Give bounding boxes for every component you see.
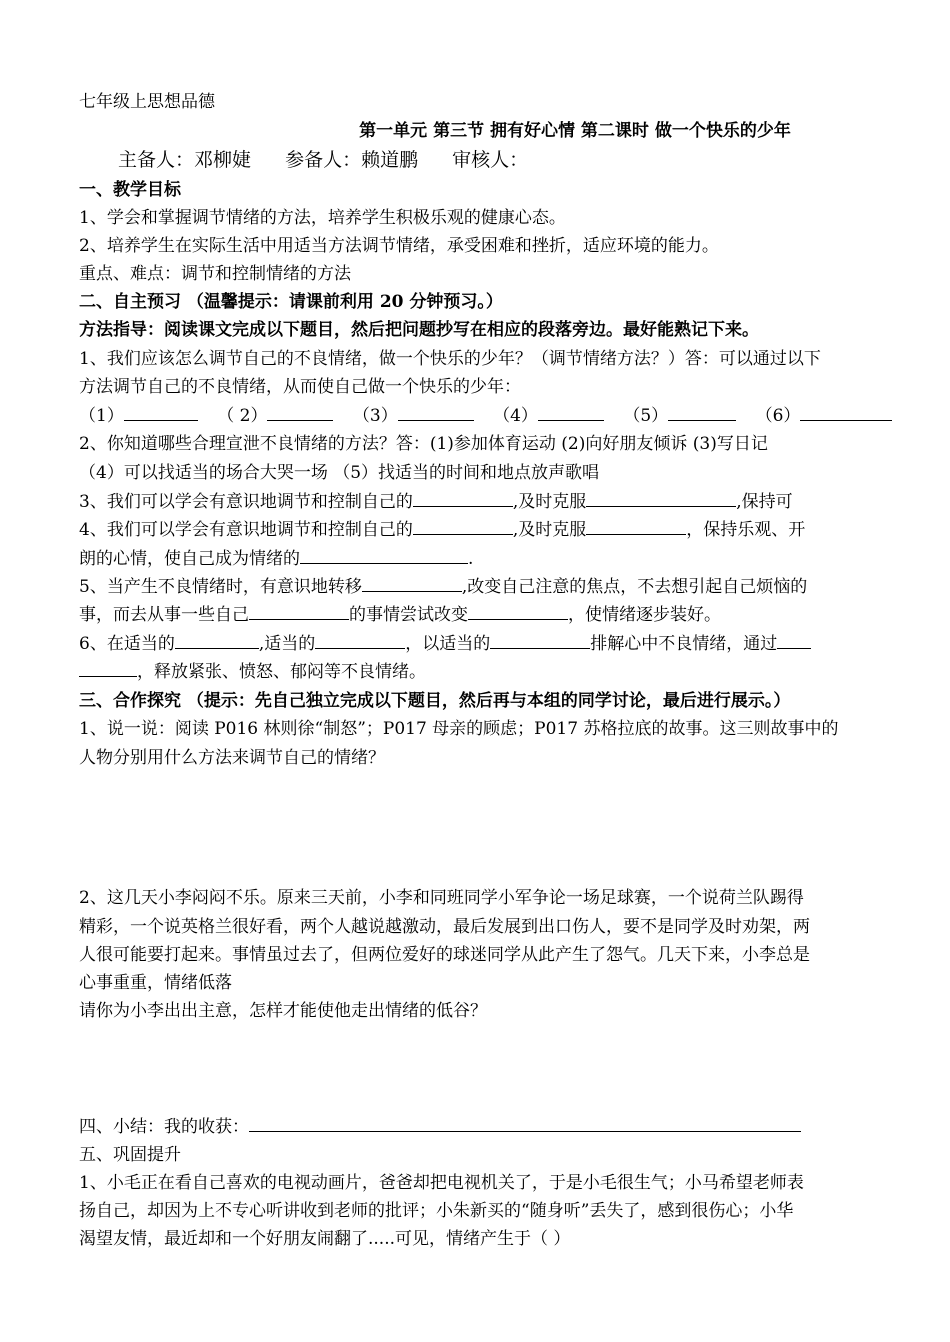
answer-blank[interactable] bbox=[586, 488, 736, 507]
answer-blank[interactable] bbox=[468, 601, 568, 620]
question-line: （4）可以找适当的场合大哭一场 （5）找适当的时间和地点放声歌唱 bbox=[79, 463, 600, 483]
question-line: 渴望友情，最近却和一个好朋友闹翻了.....可见，情绪产生于（ ） bbox=[79, 1229, 571, 1249]
option-item: （1） bbox=[79, 402, 198, 430]
answer-blank[interactable] bbox=[79, 658, 137, 677]
fill-question: ，释放紧张、愤怒、郁闷等不良情绪。 bbox=[79, 658, 890, 686]
fill-question: 事，而去从事一些自己 的事情尝试改变 ，使情绪逐步装好。 bbox=[79, 601, 890, 629]
summary-line: 四、小结：我的收获： bbox=[79, 1113, 890, 1141]
question-line: 方法调节自己的不良情绪，从而使自己做一个快乐的少年： bbox=[79, 377, 521, 397]
answer-blank[interactable] bbox=[800, 402, 892, 421]
section-heading: 一、教学目标 bbox=[79, 180, 181, 200]
answer-blank[interactable] bbox=[124, 402, 198, 421]
question-line: 心事重重，情绪低落 bbox=[79, 973, 232, 993]
option-item: （ 2） bbox=[217, 402, 333, 430]
fill-question: 朗的心情，使自己成为情绪的 . bbox=[79, 545, 890, 573]
goal-line: 1、学会和掌握调节情绪的方法，培养学生积极乐观的健康心态。 bbox=[79, 208, 566, 228]
answer-blank[interactable] bbox=[175, 630, 259, 649]
question-line: 2、这几天小李闷闷不乐。原来三天前，小李和同班同学小军争论一场足球赛，一个说荷兰队踢得 bbox=[79, 888, 804, 908]
answer-blank[interactable] bbox=[267, 402, 333, 421]
section-heading: 三、合作探究 （提示：先自己独立完成以下题目，然后再与本组的同学讨论，最后进行展示。） bbox=[79, 691, 791, 711]
reviewer: 审核人： bbox=[452, 149, 529, 171]
option-item: （4） bbox=[493, 402, 604, 430]
main-preparer: 主备人：邓柳婕 bbox=[118, 149, 252, 171]
summary-blank[interactable] bbox=[249, 1113, 801, 1132]
answer-blank[interactable] bbox=[362, 573, 462, 592]
option-item: （3） bbox=[353, 402, 474, 430]
answer-blank[interactable] bbox=[668, 402, 736, 421]
question-line: 人物分别用什么方法来调节自己的情绪？ bbox=[79, 748, 385, 768]
answer-blank[interactable] bbox=[315, 630, 405, 649]
answer-blank[interactable] bbox=[398, 402, 474, 421]
question-line: 1、说一说：阅读 P016 林则徐“制怒”；P017 母亲的顾虑；P017 苏格拉底的故事。这三则故事中的 bbox=[79, 719, 839, 739]
option-item: （6） bbox=[756, 402, 893, 430]
fill-question: 3、我们可以学会有意识地调节和控制自己的 ,及时克服 ,保持可 bbox=[79, 488, 890, 516]
answer-options bbox=[79, 402, 890, 430]
option-item: （5） bbox=[623, 402, 736, 430]
question-line: 2、你知道哪些合理宣泄不良情绪的方法？答：(1)参加体育运动 (2)向好朋友倾诉 (3)写日记 bbox=[79, 434, 768, 454]
question-line: 精彩，一个说英格兰很好看，两个人越说越激动，最后发展到出口伤人，要不是同学及时劝架，两 bbox=[79, 917, 810, 937]
section-heading: 二、自主预习 （温馨提示：请课前利用 20 分钟预习。） bbox=[79, 292, 503, 312]
question-line: 人很可能要打起来。事情虽过去了，但两位爱好的球迷同学从此产生了怨气。几天下来，小李总是 bbox=[79, 945, 810, 965]
fill-question: 5、当产生不良情绪时，有意识地转移 ,改变自己注意的焦点，不去想引起自己烦恼的 bbox=[79, 573, 890, 601]
answer-blank[interactable] bbox=[538, 402, 604, 421]
question-line: 请你为小李出出主意，怎样才能使他走出情绪的低谷？ bbox=[79, 1001, 487, 1021]
method-guide: 方法指导：阅读课文完成以下题目，然后把问题抄写在相应的段落旁边。最好能熟记下来。 bbox=[79, 320, 759, 340]
answer-blank[interactable] bbox=[413, 516, 513, 535]
fill-question: 4、我们可以学会有意识地调节和控制自己的 ,及时克服 ，保持乐观、开 bbox=[79, 516, 890, 544]
answer-blank[interactable] bbox=[586, 516, 686, 535]
goal-line: 2、培养学生在实际生活中用适当方法调节情绪，承受困难和挫折，适应环境的能力。 bbox=[79, 236, 719, 256]
fill-question: 6、在适当的 ,适当的 ，以适当的 排解心中不良情绪，通过 bbox=[79, 630, 890, 658]
lesson-title: 第一单元 第三节 拥有好心情 第二课时 做一个快乐的少年 bbox=[359, 121, 791, 141]
section-heading: 五、巩固提升 bbox=[79, 1145, 181, 1165]
co-preparer: 参备人：赖道鹏 bbox=[285, 149, 419, 171]
answer-blank[interactable] bbox=[777, 630, 811, 649]
key-points: 重点、难点：调节和控制情绪的方法 bbox=[79, 264, 351, 284]
answer-blank[interactable] bbox=[300, 545, 468, 564]
course-name: 七年级上思想品德 bbox=[79, 92, 215, 112]
answer-blank[interactable] bbox=[413, 488, 513, 507]
question-line: 1、我们应该怎么调节自己的不良情绪，做一个快乐的少年？（调节情绪方法？）答：可以通过以下 bbox=[79, 349, 821, 369]
answer-blank[interactable] bbox=[490, 630, 590, 649]
staff-line bbox=[118, 146, 890, 174]
question-line: 1、小毛正在看自己喜欢的电视动画片，爸爸却把电视机关了，于是小毛很生气；小马希望老师表 bbox=[79, 1173, 804, 1193]
question-line: 扬自己，却因为上不专心听讲收到老师的批评；小朱新买的“随身听”丢失了，感到很伤心；小华 bbox=[79, 1201, 794, 1221]
answer-blank[interactable] bbox=[249, 601, 349, 620]
